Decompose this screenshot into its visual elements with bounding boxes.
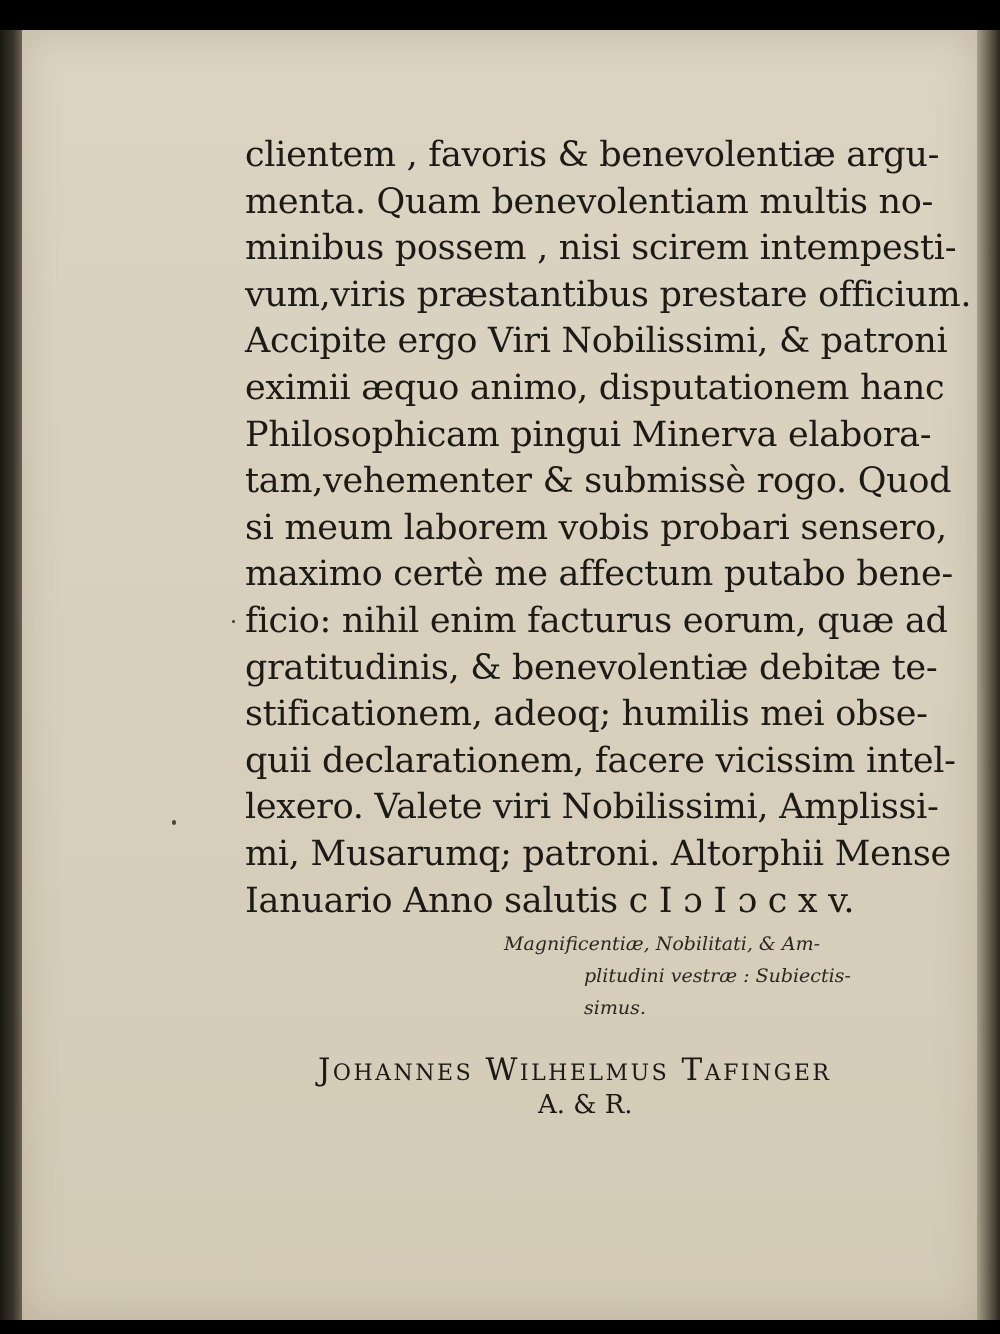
ink-speck <box>232 620 235 623</box>
subscription-line: plitudini vestræ : Subiectis- <box>584 965 851 987</box>
text-line: vum,viris præstantibus prestare officium. <box>245 274 972 315</box>
text-line: maximo certè me affectum putabo bene- <box>245 554 953 595</box>
author-degree: A. & R. <box>538 1090 633 1120</box>
text-line: lexero. Valete viri Nobilissimi, Amplissi- <box>245 787 939 828</box>
text-line: quii declarationem, facere vicissim intel- <box>245 740 956 781</box>
text-line: Philosophicam pingui Minerva elabora- <box>245 414 932 455</box>
text-line: gratitudinis, & benevolentiæ debitæ te- <box>245 647 938 688</box>
text-line: ficio: nihil enim facturus eorum, quæ ad <box>245 600 948 641</box>
ink-speck <box>172 820 176 825</box>
text-line: si meum laborem vobis probari sensero, <box>245 507 947 548</box>
dedication-text <box>245 132 972 924</box>
page-stack-edge <box>977 30 1000 1320</box>
text-line: menta. Quam benevolentiam multis no- <box>245 181 934 222</box>
subscription-line: Magnificentiæ, Nobilitati, & Am- <box>504 933 821 955</box>
text-line: tam,vehementer & submissè rogo. Quod <box>245 461 952 502</box>
book-binding-edge <box>0 30 22 1320</box>
subscription-line: simus. <box>584 997 646 1019</box>
text-line-date: Ianuario Anno salutis c I ɔ I ɔ c x v. <box>245 880 855 921</box>
text-line: Accipite ergo Viri Nobilissimi, & patroni <box>245 321 948 362</box>
text-line: minibus possem , nisi scirem intempesti- <box>245 228 957 269</box>
text-line: clientem , favoris & benevolentiæ argu- <box>245 135 940 175</box>
text-line: mi, Musarumq; patroni. Altorphii Mense <box>245 833 951 874</box>
author-signature: Johannes Wilhelmus Tafinger <box>318 1052 832 1088</box>
text-line: eximii æquo animo, disputationem hanc <box>245 367 945 408</box>
text-line: stificationem, adeoq; humilis mei obse- <box>245 694 928 735</box>
subscription-block <box>500 928 910 1024</box>
